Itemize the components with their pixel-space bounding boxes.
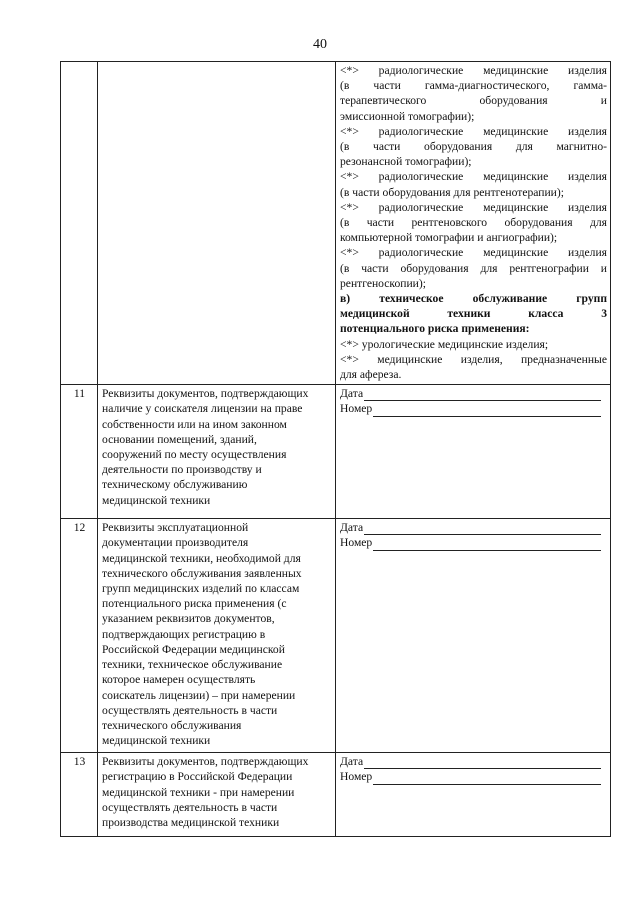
- list-line: эмиссионной томографии);: [340, 109, 475, 123]
- description-line: соискатель лицензии) – при намерении: [102, 688, 296, 702]
- list-line: (в части рентгеновского оборудования для: [340, 216, 607, 230]
- date-underline[interactable]: [364, 388, 601, 401]
- description-line: техническому обслуживанию: [102, 478, 248, 492]
- list-line: <*> радиологические медицинские изделия: [340, 200, 607, 214]
- description-line: указанием реквизитов документов,: [102, 612, 275, 626]
- description-line: осуществлять деятельность в части: [102, 800, 278, 814]
- number-field[interactable]: [340, 535, 607, 550]
- row-description: [98, 519, 336, 753]
- description-line: технического обслуживания: [102, 718, 242, 732]
- description-line: наличие у соискателя лицензии на праве: [102, 402, 303, 416]
- list-line: для афереза.: [340, 368, 402, 382]
- list-line: <*> урологические медицинские изделия;: [340, 337, 549, 351]
- requisites-cell: [336, 519, 611, 753]
- description-line: собственности или на ином законном: [102, 417, 287, 431]
- table-row: [61, 519, 611, 753]
- description-line: медицинской техники: [102, 734, 211, 748]
- table-row-continuation: [61, 62, 611, 385]
- description-line: Реквизиты эксплуатационной: [102, 521, 249, 535]
- list-line: (в части оборудования для магнитно-: [340, 140, 607, 154]
- description-line: производства медицинской техники: [102, 816, 280, 830]
- date-label: Дата: [340, 521, 364, 535]
- date-field[interactable]: [340, 754, 607, 769]
- list-line: в) техническое обслуживание групп: [340, 292, 607, 306]
- row-description: [98, 753, 336, 837]
- list-line: медицинской техники класса 3: [340, 307, 607, 321]
- description-line: Реквизиты документов, подтверждающих: [102, 755, 309, 769]
- row-number: 13: [61, 753, 98, 837]
- list-line: (в части оборудования для рентгенотерапии);: [340, 185, 564, 199]
- list-line: <*> медицинские изделия, предназначенные: [340, 352, 607, 366]
- number-label: Номер: [340, 770, 373, 784]
- date-label: Дата: [340, 387, 364, 401]
- list-line: <*> радиологические медицинские изделия: [340, 246, 607, 260]
- list-line: (в части гамма-диагностического, гамма-: [340, 79, 607, 93]
- description-line: медицинской техники - при намерении: [102, 785, 295, 799]
- number-label: Номер: [340, 402, 373, 416]
- list-line: терапевтического оборудования и: [340, 94, 607, 108]
- page-number: 40: [313, 37, 327, 52]
- description-line: групп медицинских изделий по классам: [102, 582, 300, 596]
- description-line: подтверждающих регистрацию в: [102, 627, 266, 641]
- list-line: <*> радиологические медицинские изделия: [340, 124, 607, 138]
- number-underline[interactable]: [373, 404, 601, 417]
- description-line: потенциального риска применения (с: [102, 597, 287, 611]
- continued-list-cell: [336, 62, 611, 385]
- requisites-cell: [336, 385, 611, 519]
- empty-number-cell: [61, 62, 98, 385]
- number-field[interactable]: [340, 401, 607, 416]
- date-underline[interactable]: [364, 756, 601, 769]
- description-line: документации производителя: [102, 536, 249, 550]
- row-number: 11: [61, 385, 98, 519]
- list-line: <*> радиологические медицинские изделия: [340, 170, 607, 184]
- description-line: регистрацию в Российской Федерации: [102, 770, 293, 784]
- description-line: деятельности по производству и: [102, 463, 262, 477]
- table-row: [61, 753, 611, 837]
- description-line: технического обслуживания заявленных: [102, 566, 302, 580]
- description-line: техники, техническое обслуживание: [102, 658, 283, 672]
- number-label: Номер: [340, 536, 373, 550]
- list-line: рентгеноскопии);: [340, 276, 426, 290]
- row-number: 12: [61, 519, 98, 753]
- row-description: [98, 385, 336, 519]
- list-line: компьютерной томографии и ангиографии);: [340, 231, 558, 245]
- date-underline[interactable]: [364, 522, 601, 535]
- number-underline[interactable]: [373, 772, 601, 785]
- list-line: <*> радиологические медицинские изделия: [340, 64, 607, 77]
- list-line: потенциального риска применения:: [340, 322, 530, 336]
- number-underline[interactable]: [373, 538, 601, 551]
- description-line: Российской Федерации медицинской: [102, 642, 285, 656]
- license-requirements-table: [60, 61, 611, 837]
- date-label: Дата: [340, 755, 364, 769]
- requisites-cell: [336, 753, 611, 837]
- list-line: (в части оборудования для рентгенографии и: [340, 261, 607, 275]
- date-field[interactable]: [340, 520, 607, 535]
- description-line: медицинской техники, необходимой для: [102, 551, 301, 565]
- date-field[interactable]: [340, 386, 607, 401]
- list-line: резонансной томографии);: [340, 155, 472, 169]
- description-line: осуществлять деятельность в части: [102, 703, 278, 717]
- number-field[interactable]: [340, 769, 607, 784]
- description-line: медицинской техники: [102, 493, 211, 507]
- description-line: Реквизиты документов, подтверждающих: [102, 387, 309, 401]
- table-row: [61, 385, 611, 519]
- description-line: основании помещений, зданий,: [102, 432, 257, 446]
- description-line: сооружений по месту осуществления: [102, 448, 287, 462]
- empty-description-cell: [98, 62, 336, 385]
- description-line: которое намерен осуществлять: [102, 673, 256, 687]
